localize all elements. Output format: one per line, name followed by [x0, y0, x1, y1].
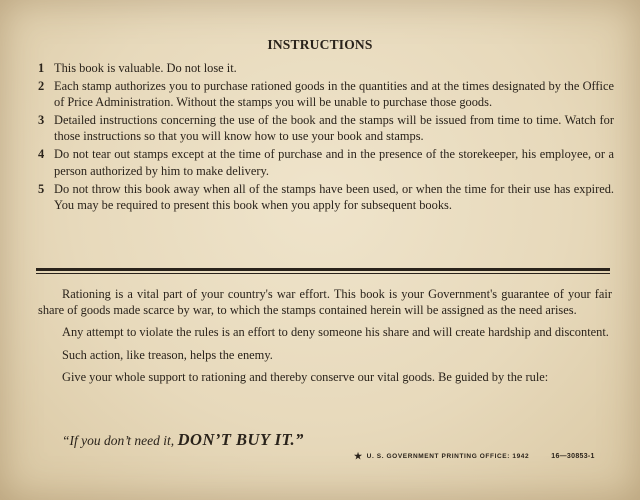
- slogan-emphasis: DON’T BUY IT.”: [177, 430, 304, 449]
- item-number: 5: [38, 181, 45, 196]
- list-item: [38, 181, 614, 213]
- item-number: 1: [38, 61, 45, 75]
- item-number: 3: [38, 113, 45, 128]
- list-item: [38, 146, 614, 178]
- printer-imprint: [354, 451, 595, 462]
- item-text: Each stamp authorizes you to purchase rationed goods in the quantities and at the times designated by the Office of Price Administration. Without the stamps you will be unable to purchase those goods.: [54, 79, 614, 110]
- paragraph: Any attempt to violate the rules is an effort to deny someone his share and will create hardship and discontent.: [62, 325, 609, 340]
- slogan-intro: “If you don’t need it,: [62, 433, 175, 448]
- paragraph: Give your whole support to rationing and thereby conserve our vital goods. Be guided by the rule:: [62, 369, 549, 384]
- list-item: [38, 60, 614, 76]
- instructions-list: [38, 60, 614, 215]
- list-item: [38, 78, 614, 110]
- item-text: Do not tear out stamps except at the time of purchase and in the presence of the storekeeper, his employee, or a person authorized by him to make delivery.: [54, 147, 614, 178]
- page-title: INSTRUCTIONS: [267, 37, 373, 52]
- item-number: 4: [38, 147, 45, 162]
- item-text: This book is valuable. Do not lose it.: [54, 61, 237, 75]
- item-text: Do not throw this book away when all of the stamps have been used, or when the time for their use has expired. You may be required to present this book when you apply for subsequent books.: [54, 181, 614, 212]
- form-number: 16—30853-1: [551, 453, 595, 460]
- divider-thin: [36, 273, 610, 274]
- slogan: [62, 430, 304, 450]
- item-number: 2: [38, 79, 45, 94]
- divider-thick: [36, 268, 610, 271]
- paragraph: Such action, like treason, helps the enemy.: [62, 347, 273, 362]
- star-icon: ★: [354, 451, 363, 461]
- list-item: [38, 112, 614, 144]
- paragraph: Rationing is a vital part of your country's war effort. This book is your Government's guarantee of your fair share of goods made scarce by war, to which the stamps contained herein will be assigned as the need arises.: [38, 287, 612, 318]
- imprint-text: U. S. GOVERNMENT PRINTING OFFICE: 1942: [366, 453, 530, 460]
- item-text: Detailed instructions concerning the use of the book and the stamps will be issued from time to time. Watch for those instructions so that you will know how to use your book and stamps.: [54, 113, 614, 144]
- rationing-statement: [38, 286, 612, 391]
